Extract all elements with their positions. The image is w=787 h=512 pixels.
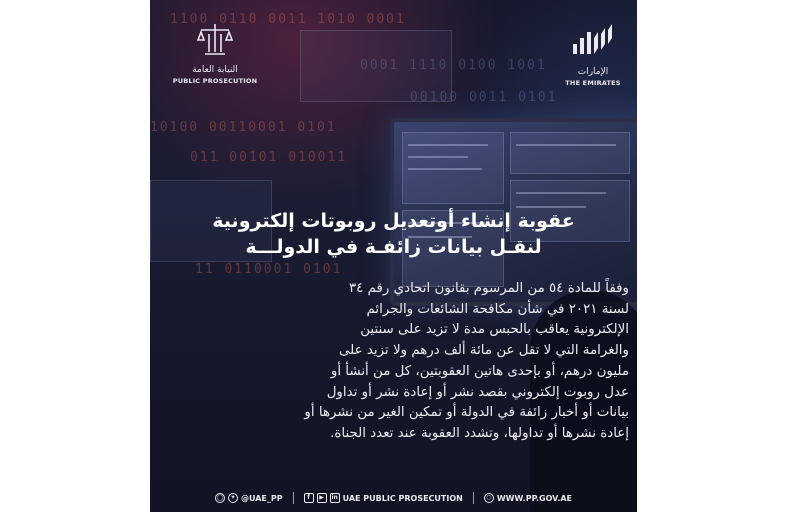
headline-line-1: عقوبة إنشاء أوتعديل روبوتات إلكترونية	[212, 210, 575, 232]
paragraph-line: مليون درهم، أو بإحدى هاتين العقوبتين، كل من أنشأ أو	[330, 363, 629, 379]
binary-code-decoration: 0001 1110 0100 1001	[360, 58, 547, 73]
paragraph-line: وفقاً للمادة ٥٤ من المرسوم بقانون اتحادي رقم ٣٤	[348, 281, 629, 296]
emirates-brand-mark-icon	[571, 24, 615, 60]
the-emirates-english: THE EMIRATES	[565, 79, 621, 87]
social-handle: @UAE_PP	[240, 493, 283, 503]
paragraph-line: إعادة نشرها أو تداولها، وتشدد العقوبة عند تعدد الجناة.	[330, 425, 629, 441]
website-group	[484, 493, 572, 503]
paragraph-line: عدل روبوت إلكتروني بقصد نشر أو إعادة نشر أو تداول	[326, 384, 629, 400]
paragraph-line: والغرامة التي لا تقل عن مائة ألف درهم ولا تزيد على	[339, 343, 629, 359]
the-emirates-logo	[558, 24, 628, 87]
youtube-icon: ▶	[317, 493, 327, 503]
footer-divider	[293, 492, 294, 504]
twitter-icon: ✦	[228, 493, 238, 503]
footer-bar	[150, 489, 637, 507]
binary-code-decoration: 1100 0110 0011 1010 0001	[170, 12, 406, 27]
instagram-icon: ◯	[216, 494, 224, 501]
public-prosecution-logo	[172, 22, 258, 85]
headline	[180, 208, 607, 260]
linkedin-icon: in	[331, 494, 338, 501]
binary-code-decoration: 011 00101 010011	[190, 150, 348, 165]
paragraph-line: بيانات أو أخبار زائفة في الدولة أو تمكين الغير من نشرها أو	[304, 405, 629, 421]
paragraph-line: لسنة ٢٠٢١ في شأن مكافحة الشائعات والجرائم	[366, 301, 629, 317]
paragraph-line: الإلكترونية يعاقب بالحبس مدة لا تزيد على سنتين	[360, 322, 629, 338]
facebook-icon: f	[304, 493, 314, 503]
footer-divider	[473, 492, 474, 504]
poster	[150, 0, 637, 512]
website-url: WWW.PP.GOV.AE	[496, 493, 573, 503]
globe-icon: ○	[484, 493, 494, 503]
public-prosecution-arabic: النيابة العامة	[192, 65, 238, 75]
binary-code-decoration: 11 0110001 0101	[195, 262, 343, 277]
organization-name: UAE PUBLIC PROSECUTION	[342, 493, 463, 503]
org-name-group	[304, 493, 463, 503]
binary-code-decoration: 10100 00110001 0101	[150, 120, 337, 135]
law-paragraph	[158, 279, 629, 445]
scales-of-justice-icon	[195, 22, 235, 58]
social-handle-group	[215, 493, 283, 503]
public-prosecution-english: PUBLIC PROSECUTION	[172, 77, 258, 85]
binary-code-decoration: 00100 0011 0101	[410, 90, 558, 105]
headline-line-2: لنقـل بيانات زائفـة في الدولـــة	[245, 236, 542, 258]
background-screen	[300, 30, 452, 102]
the-emirates-arabic: الإمارات	[577, 67, 609, 77]
